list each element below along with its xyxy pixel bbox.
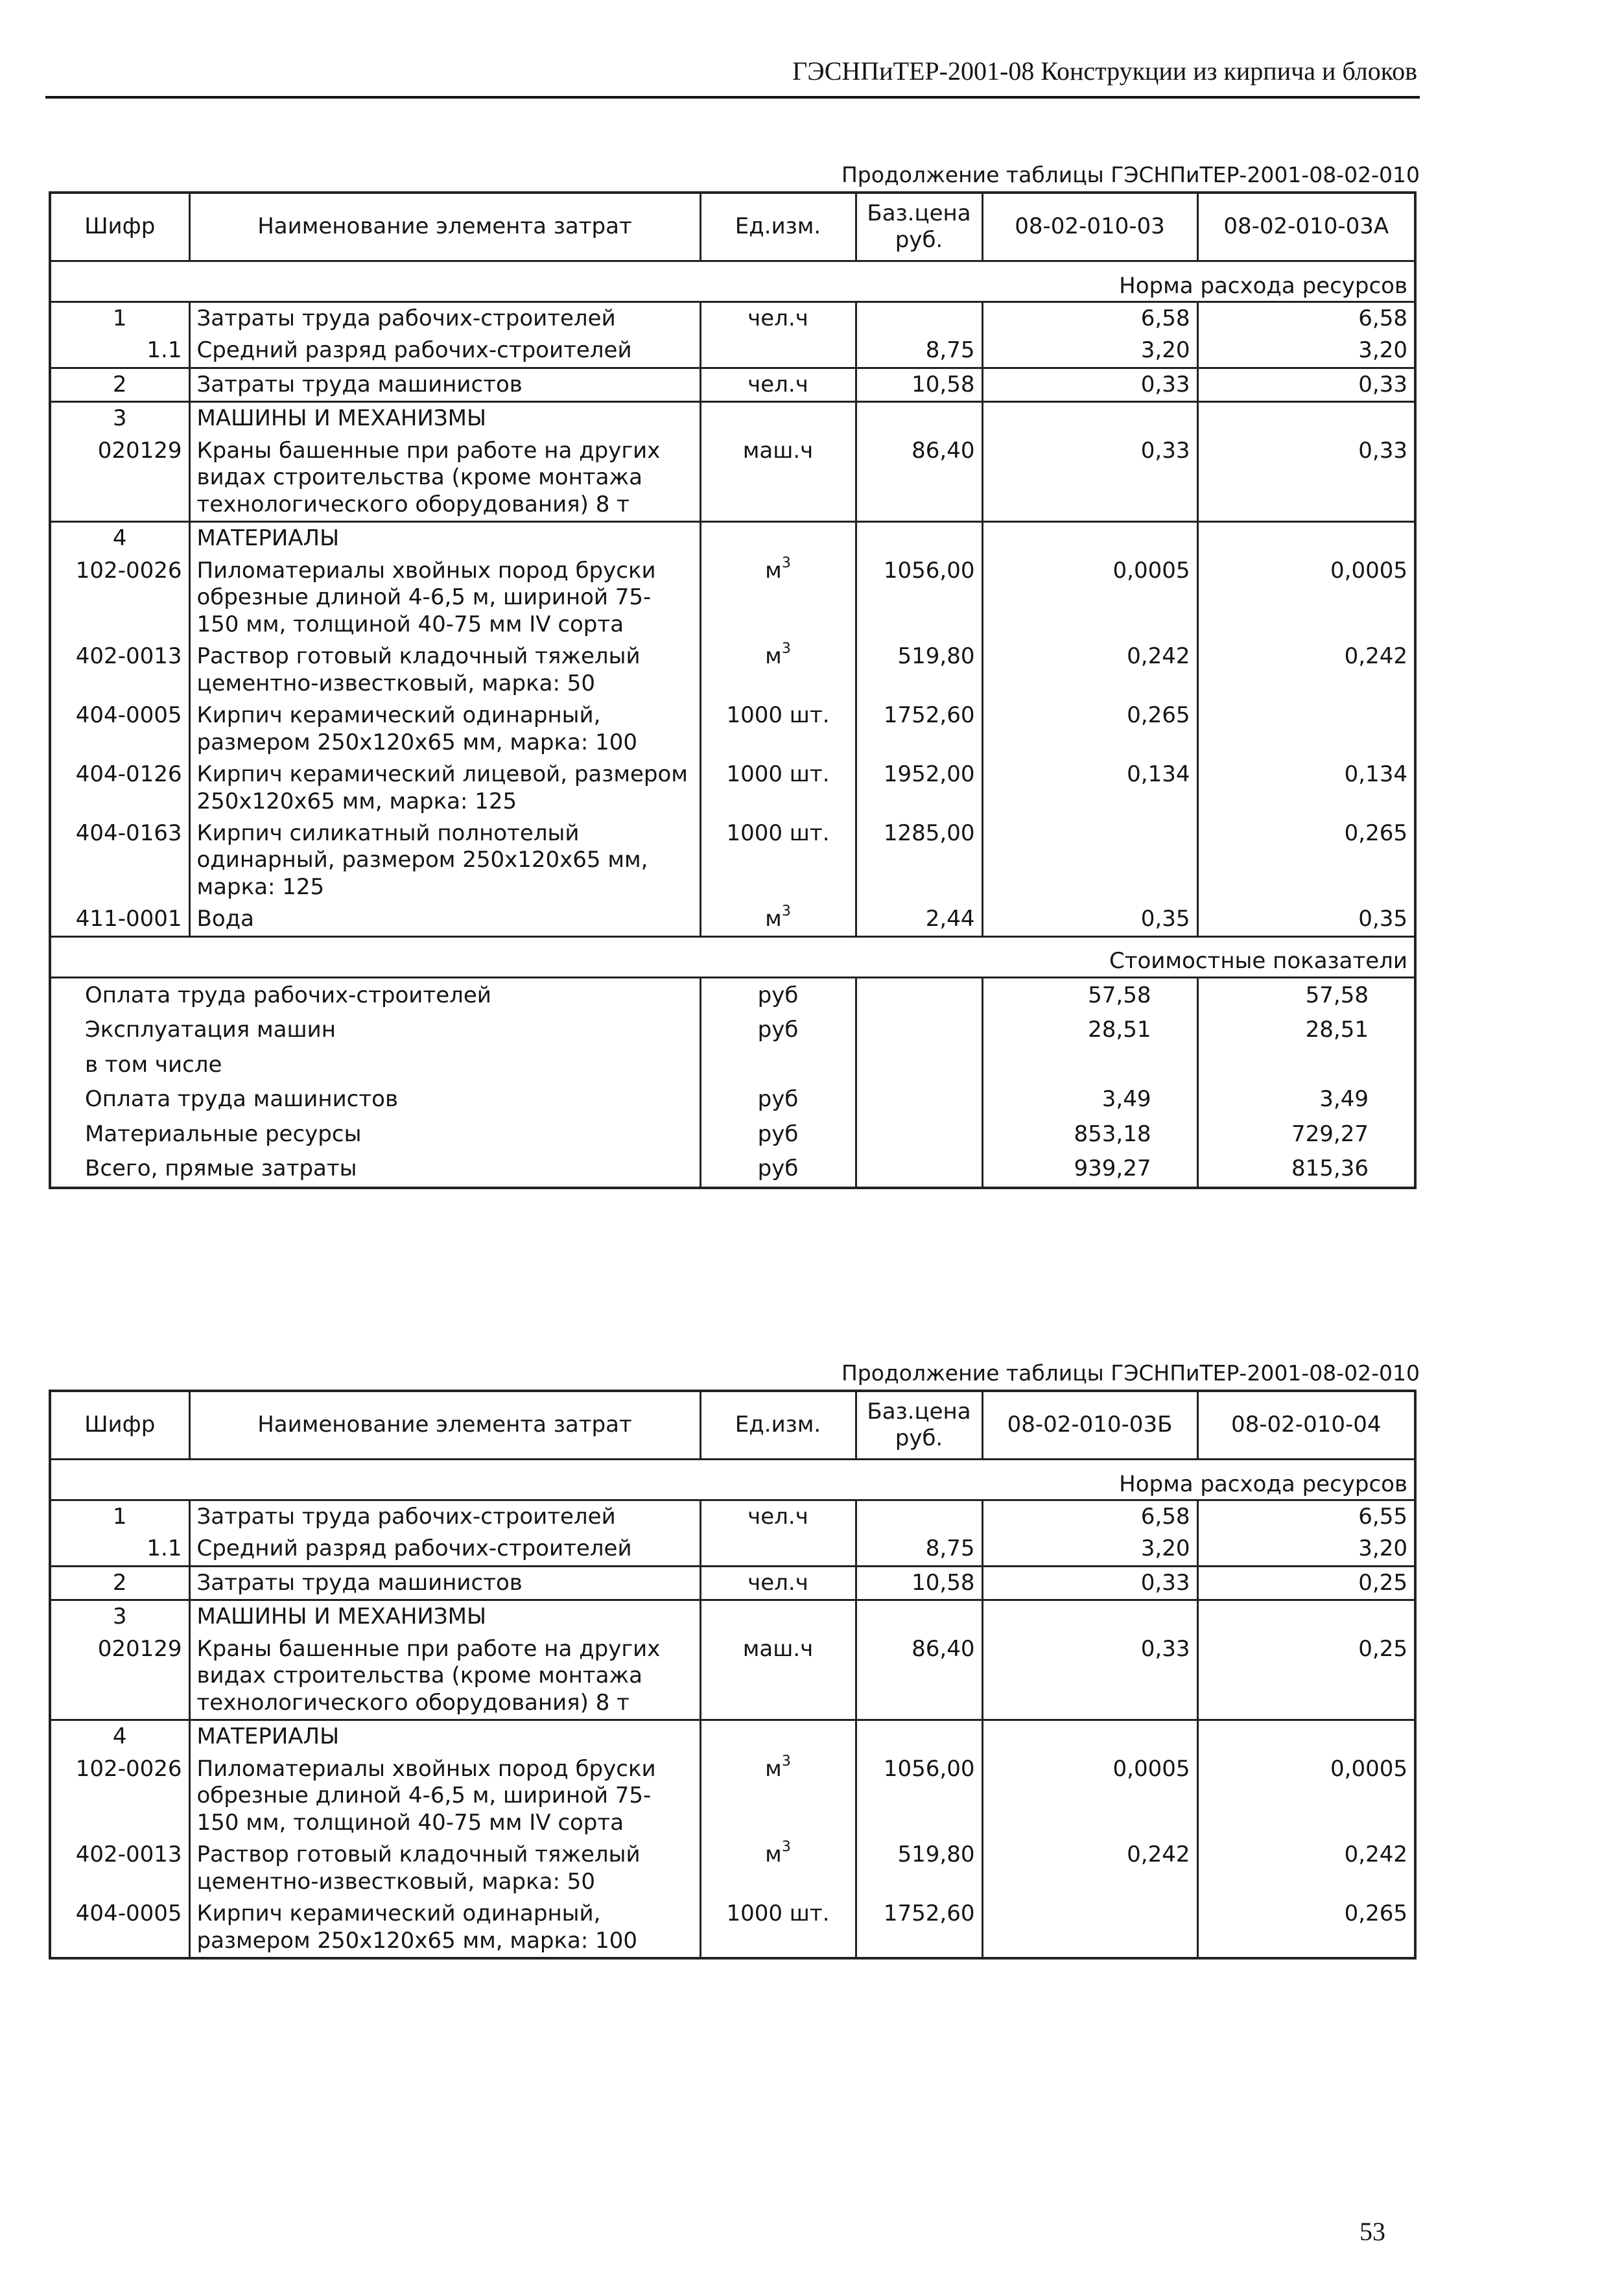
row-unit: маш.ч xyxy=(700,1633,856,1720)
row-value-b xyxy=(1197,700,1415,759)
cost-row xyxy=(50,1117,1415,1152)
cost-label: Оплата труда машинистов xyxy=(50,1082,700,1117)
resource-table xyxy=(49,191,1417,1189)
resource-table xyxy=(49,1390,1417,1959)
row-name: Затраты труда машинистов xyxy=(189,368,700,401)
row-name: Затраты труда рабочих-строителей xyxy=(189,302,700,335)
column-header: 08-02-010-04 xyxy=(1197,1391,1415,1460)
row-code: 404-0163 xyxy=(50,818,189,903)
row-name: МАШИНЫ И МЕХАНИЗМЫ xyxy=(189,1600,700,1633)
row-value-b: 0,33 xyxy=(1197,435,1415,522)
table-row xyxy=(50,1566,1415,1600)
row-name: МАШИНЫ И МЕХАНИЗМЫ xyxy=(189,402,700,435)
row-value-b: 0,242 xyxy=(1197,641,1415,700)
column-header: 08-02-010-03 xyxy=(982,193,1197,261)
row-price: 8,75 xyxy=(856,1533,982,1566)
cost-label: Материальные ресурсы xyxy=(50,1117,700,1152)
row-unit: 1000 шт. xyxy=(700,759,856,818)
row-value-a: 0,242 xyxy=(982,641,1197,700)
cost-row xyxy=(50,1048,1415,1082)
cost-value-b: 28,51 xyxy=(1197,1013,1415,1047)
cost-label: Эксплуатация машин xyxy=(50,1013,700,1047)
section-heading-row xyxy=(50,1460,1415,1500)
row-code: 3 xyxy=(50,402,189,435)
row-value-b: 0,134 xyxy=(1197,759,1415,818)
row-price: 2,44 xyxy=(856,903,982,936)
table-row xyxy=(50,1533,1415,1566)
row-price xyxy=(856,302,982,335)
row-value-b: 6,58 xyxy=(1197,302,1415,335)
row-value-b: 3,20 xyxy=(1197,1533,1415,1566)
column-header: 08-02-010-03Б xyxy=(982,1391,1197,1460)
row-unit: 1000 шт. xyxy=(700,818,856,903)
row-value-b: 3,20 xyxy=(1197,335,1415,368)
row-name: Краны башенные при работе на других видах строительства (кроме монтажа технологического оборудования) 8 т xyxy=(189,1633,700,1720)
cost-label: Оплата труда рабочих-строителей xyxy=(50,977,700,1013)
row-value-b: 0,0005 xyxy=(1197,555,1415,641)
cost-row xyxy=(50,1152,1415,1187)
row-name: Кирпич керамический лицевой, размером 250х120х65 мм, марка: 125 xyxy=(189,759,700,818)
row-unit: 1000 шт. xyxy=(700,700,856,759)
row-price: 1056,00 xyxy=(856,1753,982,1839)
table-row xyxy=(50,302,1415,335)
cost-label: Всего, прямые затраты xyxy=(50,1152,700,1187)
row-price: 1752,60 xyxy=(856,700,982,759)
table-row xyxy=(50,335,1415,368)
column-header: Ед.изм. xyxy=(700,193,856,261)
table-row xyxy=(50,1500,1415,1533)
row-name: Вода xyxy=(189,903,700,936)
table-row xyxy=(50,818,1415,903)
row-value-a: 0,134 xyxy=(982,759,1197,818)
row-value-a: 0,33 xyxy=(982,435,1197,522)
cost-row xyxy=(50,1082,1415,1117)
row-value-a: 0,33 xyxy=(982,1633,1197,1720)
table-row xyxy=(50,435,1415,522)
row-value-b: 0,25 xyxy=(1197,1633,1415,1720)
row-code: 102-0026 xyxy=(50,1753,189,1839)
column-header: Баз.цена руб. xyxy=(856,193,982,261)
cost-value-a: 57,58 xyxy=(982,977,1197,1013)
column-header: Ед.изм. xyxy=(700,1391,856,1460)
row-value-a: 3,20 xyxy=(982,1533,1197,1566)
row-unit: чел.ч xyxy=(700,1500,856,1533)
row-code: 020129 xyxy=(50,1633,189,1720)
norms-heading: Норма расхода ресурсов xyxy=(50,1460,1415,1500)
row-name: Средний разряд рабочих-строителей xyxy=(189,1533,700,1566)
cost-value-a: 939,27 xyxy=(982,1152,1197,1187)
row-price: 1752,60 xyxy=(856,1898,982,1958)
row-name: Кирпич керамический одинарный, размером 250х120х65 мм, марка: 100 xyxy=(189,1898,700,1958)
row-code: 402-0013 xyxy=(50,1839,189,1898)
row-code: 2 xyxy=(50,1566,189,1600)
column-header: Наименование элемента затрат xyxy=(189,193,700,261)
row-unit xyxy=(700,1533,856,1566)
table-row xyxy=(50,402,1415,435)
row-name: Затраты труда рабочих-строителей xyxy=(189,1500,700,1533)
table-header-row xyxy=(50,1391,1415,1460)
row-name: Раствор готовый кладочный тяжелый цементно-известковый, марка: 50 xyxy=(189,1839,700,1898)
row-value-b: 0,33 xyxy=(1197,368,1415,401)
row-price: 8,75 xyxy=(856,335,982,368)
row-unit: $м^3$ xyxy=(765,641,791,670)
row-price xyxy=(856,1500,982,1533)
row-unit: чел.ч xyxy=(700,302,856,335)
row-name: Краны башенные при работе на других видах строительства (кроме монтажа технологического оборудования) 8 т xyxy=(189,435,700,522)
cost-value-b: 3,49 xyxy=(1197,1082,1415,1117)
table-row xyxy=(50,1720,1415,1753)
row-value-a: 6,58 xyxy=(982,1500,1197,1533)
row-code: 402-0013 xyxy=(50,641,189,700)
row-value-b: 0,0005 xyxy=(1197,1753,1415,1839)
page-number: 53 xyxy=(1359,2217,1385,2246)
row-name: Кирпич силикатный полнотелый одинарный, размером 250х120х65 мм, марка: 125 xyxy=(189,818,700,903)
row-price: 519,80 xyxy=(856,641,982,700)
row-value-b: 0,35 xyxy=(1197,903,1415,936)
row-code: 404-0005 xyxy=(50,1898,189,1958)
row-price: 519,80 xyxy=(856,1839,982,1898)
table-row xyxy=(50,1600,1415,1633)
row-price: 86,40 xyxy=(856,435,982,522)
row-price: 1952,00 xyxy=(856,759,982,818)
row-value-a: 6,58 xyxy=(982,302,1197,335)
row-unit: $м^3$ xyxy=(700,1753,856,1839)
table-row xyxy=(50,903,1415,936)
table-row xyxy=(50,368,1415,401)
row-name: Кирпич керамический одинарный, размером 250х120х65 мм, марка: 100 xyxy=(189,700,700,759)
row-name: Раствор готовый кладочный тяжелый цементно-известковый, марка: 50 xyxy=(189,641,700,700)
row-value-a: 0,35 xyxy=(982,903,1197,936)
norms-heading: Норма расхода ресурсов xyxy=(50,261,1415,302)
row-name: Средний разряд рабочих-строителей xyxy=(189,335,700,368)
row-value-a xyxy=(982,1898,1197,1958)
row-code: 404-0126 xyxy=(50,759,189,818)
table-header-row xyxy=(50,193,1415,261)
row-price: 10,58 xyxy=(856,368,982,401)
column-header: Шифр xyxy=(50,193,189,261)
table-row xyxy=(50,1898,1415,1958)
row-unit: маш.ч xyxy=(700,435,856,522)
row-code: 1 xyxy=(50,1500,189,1533)
cost-unit: руб xyxy=(700,1013,856,1047)
column-header: Баз.цена руб. xyxy=(856,1391,982,1460)
row-code: 4 xyxy=(50,1720,189,1753)
row-code: 102-0026 xyxy=(50,555,189,641)
table-row xyxy=(50,1633,1415,1720)
row-unit: чел.ч xyxy=(700,1566,856,1600)
table-row xyxy=(50,522,1415,555)
row-value-a: 0,242 xyxy=(982,1839,1197,1898)
table-row xyxy=(50,1839,1415,1898)
row-value-a: 3,20 xyxy=(982,335,1197,368)
row-unit: 1000 шт. xyxy=(700,1898,856,1958)
page-header xyxy=(45,52,1420,99)
table-row xyxy=(50,759,1415,818)
row-name: Затраты труда машинистов xyxy=(189,1566,700,1600)
row-value-b: 0,265 xyxy=(1197,818,1415,903)
row-value-a: 0,33 xyxy=(982,368,1197,401)
row-unit: $м^3$ xyxy=(700,1839,856,1898)
row-code: 411-0001 xyxy=(50,903,189,936)
row-value-b: 6,55 xyxy=(1197,1500,1415,1533)
row-code: 1.1 xyxy=(50,1533,189,1566)
row-code: 020129 xyxy=(50,435,189,522)
row-unit: чел.ч xyxy=(700,368,856,401)
row-value-a: 0,0005 xyxy=(982,555,1197,641)
cost-value-b: 815,36 xyxy=(1197,1152,1415,1187)
row-code: 2 xyxy=(50,368,189,401)
row-value-b: 0,265 xyxy=(1197,1898,1415,1958)
cost-row xyxy=(50,977,1415,1013)
cost-unit: руб xyxy=(700,1117,856,1152)
row-name: Пиломатериалы хвойных пород бруски обрезные длиной 4-6,5 м, шириной 75-150 мм, толщиной 40-75 мм IV сорта xyxy=(189,555,700,641)
section-heading-row xyxy=(50,261,1415,302)
row-price: 86,40 xyxy=(856,1633,982,1720)
row-price: 1056,00 xyxy=(856,555,982,641)
table-row xyxy=(50,641,1415,700)
cost-value-a: 853,18 xyxy=(982,1117,1197,1152)
table-caption: Продолжение таблицы ГЭСНПиТЕР-2001-08-02-010 xyxy=(841,1360,1420,1386)
row-value-a xyxy=(982,818,1197,903)
column-header: Шифр xyxy=(50,1391,189,1460)
row-value-b: 0,242 xyxy=(1197,1839,1415,1898)
row-value-a: 0,0005 xyxy=(982,1753,1197,1839)
row-price: 10,58 xyxy=(856,1566,982,1600)
cost-row xyxy=(50,1013,1415,1047)
table-caption: Продолжение таблицы ГЭСНПиТЕР-2001-08-02-010 xyxy=(841,162,1420,187)
row-name: МАТЕРИАЛЫ xyxy=(189,1720,700,1753)
cost-unit: руб xyxy=(700,977,856,1013)
cost-heading: Стоимостные показатели xyxy=(50,936,1415,977)
row-price: 1285,00 xyxy=(856,818,982,903)
table-row xyxy=(50,555,1415,641)
row-code: 4 xyxy=(50,522,189,555)
row-value-b: 0,25 xyxy=(1197,1566,1415,1600)
cost-value-a: 3,49 xyxy=(982,1082,1197,1117)
row-code: 1 xyxy=(50,302,189,335)
row-code: 1.1 xyxy=(50,335,189,368)
row-value-a: 0,33 xyxy=(982,1566,1197,1600)
section-heading-row xyxy=(50,936,1415,977)
column-header: Наименование элемента затрат xyxy=(189,1391,700,1460)
row-unit: $м^3$ xyxy=(765,554,791,584)
header-title: ГЭСНПиТЕР-2001-08 Конструкции из кирпича и блоков xyxy=(792,56,1417,86)
table-row xyxy=(50,700,1415,759)
cost-value-b: 729,27 xyxy=(1197,1117,1415,1152)
row-name: Пиломатериалы хвойных пород бруски обрезные длиной 4-6,5 м, шириной 75-150 мм, толщиной 40-75 мм IV сорта xyxy=(189,1753,700,1839)
row-name: МАТЕРИАЛЫ xyxy=(189,522,700,555)
row-code: 404-0005 xyxy=(50,700,189,759)
cost-label: в том числе xyxy=(50,1048,700,1082)
cost-value-b: 57,58 xyxy=(1197,977,1415,1013)
cost-value-a: 28,51 xyxy=(982,1013,1197,1047)
row-unit xyxy=(700,335,856,368)
column-header: 08-02-010-03А xyxy=(1197,193,1415,261)
row-code: 3 xyxy=(50,1600,189,1633)
cost-unit: руб xyxy=(700,1152,856,1187)
row-value-a: 0,265 xyxy=(982,700,1197,759)
row-unit: $м^3$ xyxy=(765,903,791,932)
table-row xyxy=(50,1753,1415,1839)
cost-unit: руб xyxy=(700,1082,856,1117)
